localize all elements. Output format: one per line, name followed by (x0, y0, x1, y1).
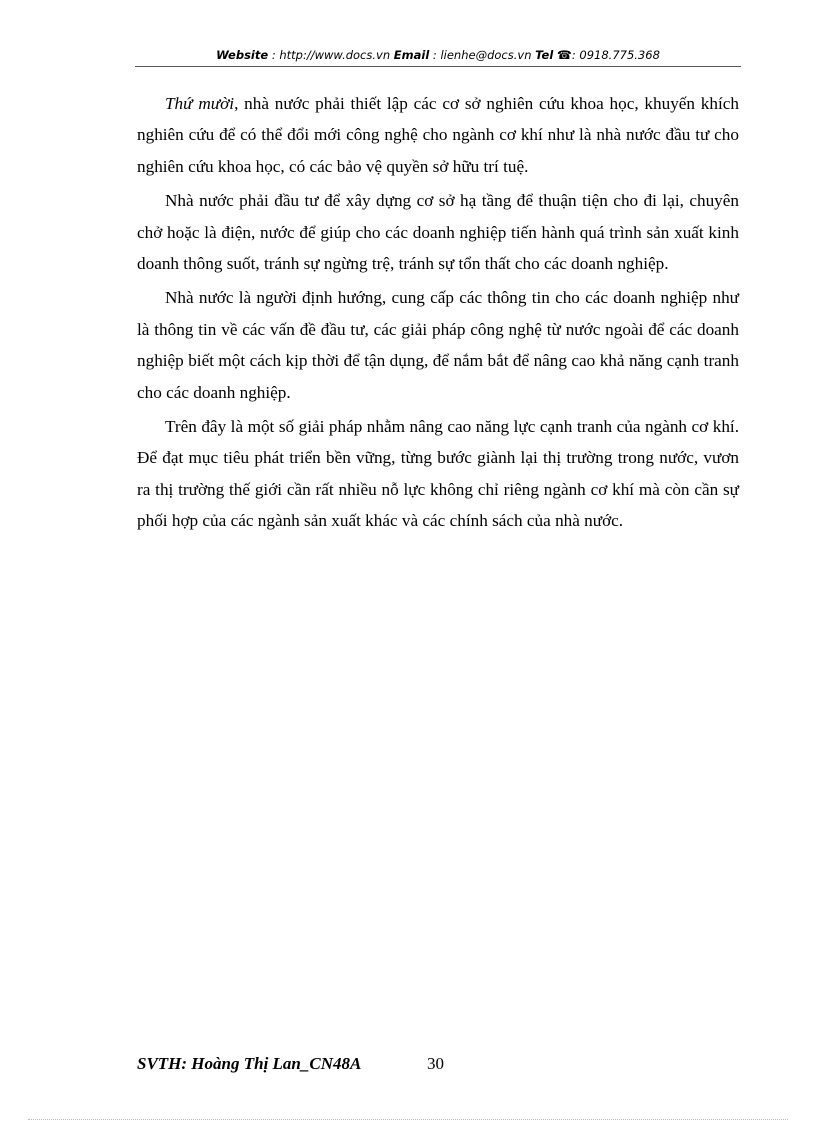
bottom-dotted-border (28, 1119, 788, 1120)
website-label: Website (216, 48, 269, 62)
page-footer (137, 1054, 444, 1076)
paragraph-4: Trên đây là một số giải pháp nhằm nâng cao năng lực cạnh tranh của ngành cơ khí. Để đạt mục tiêu phát triển bền vững, từng bước giành lại thị trường trong nước, vươn ra thị trường thế giới cần rất nhiều nỗ lực không chỉ riêng ngành cơ khí mà còn cần sự phối hợp của các ngành sản xuất khác và các chính sách của nhà nước. (137, 417, 739, 531)
page-number: 30 (427, 1054, 444, 1073)
website-separator: : (268, 48, 280, 62)
header-divider (135, 66, 741, 67)
page-header (135, 48, 741, 66)
tel-number: 0918.775.368 (579, 48, 660, 62)
document-body (137, 88, 739, 540)
tel-separator: : (571, 48, 580, 62)
paragraph-1-text: , nhà nước phải thiết lập các cơ sở nghiên cứu khoa học, khuyến khích nghiên cứu để có thể đổi mới công nghệ cho ngành cơ khí như là nhà nước đầu tư cho nghiên cứu khoa học, có các bảo vệ quyền sở hữu trí tuệ. (137, 94, 739, 176)
phone-icon: ☎ (556, 48, 572, 62)
footer-author: SVTH: Hoàng Thị Lan_CN48A (137, 1054, 362, 1073)
tel-label: Tel (535, 48, 554, 62)
paragraph-1 (137, 88, 739, 182)
paragraph-2: Nhà nước phải đầu tư để xây dựng cơ sở hạ tầng để thuận tiện cho đi lại, chuyên chở hoặc là điện, nước để giúp cho các doanh nghiệp tiến hành quá trình sản xuất kinh doanh thông suốt, tránh sự ngừng trệ, tránh sự tổn thất cho các doanh nghiệp. (137, 191, 739, 274)
email-separator: : (429, 48, 441, 62)
website-url[interactable]: http://www.docs.vn (279, 48, 391, 62)
paragraph-3: Nhà nước là người định hướng, cung cấp các thông tin cho các doanh nghiệp như là thông tin về các vấn đề đầu tư, các giải pháp công nghệ từ nước ngoài để các doanh nghiệp biết một cách kịp thời để tận dụng, để nắm bắt để nâng cao khả năng cạnh tranh cho các doanh nghiệp. (137, 288, 739, 402)
paragraph-1-lead: Thứ mười (165, 94, 235, 113)
email-label: Email (393, 48, 430, 62)
email-address[interactable]: lienhe@docs.vn (440, 48, 532, 62)
